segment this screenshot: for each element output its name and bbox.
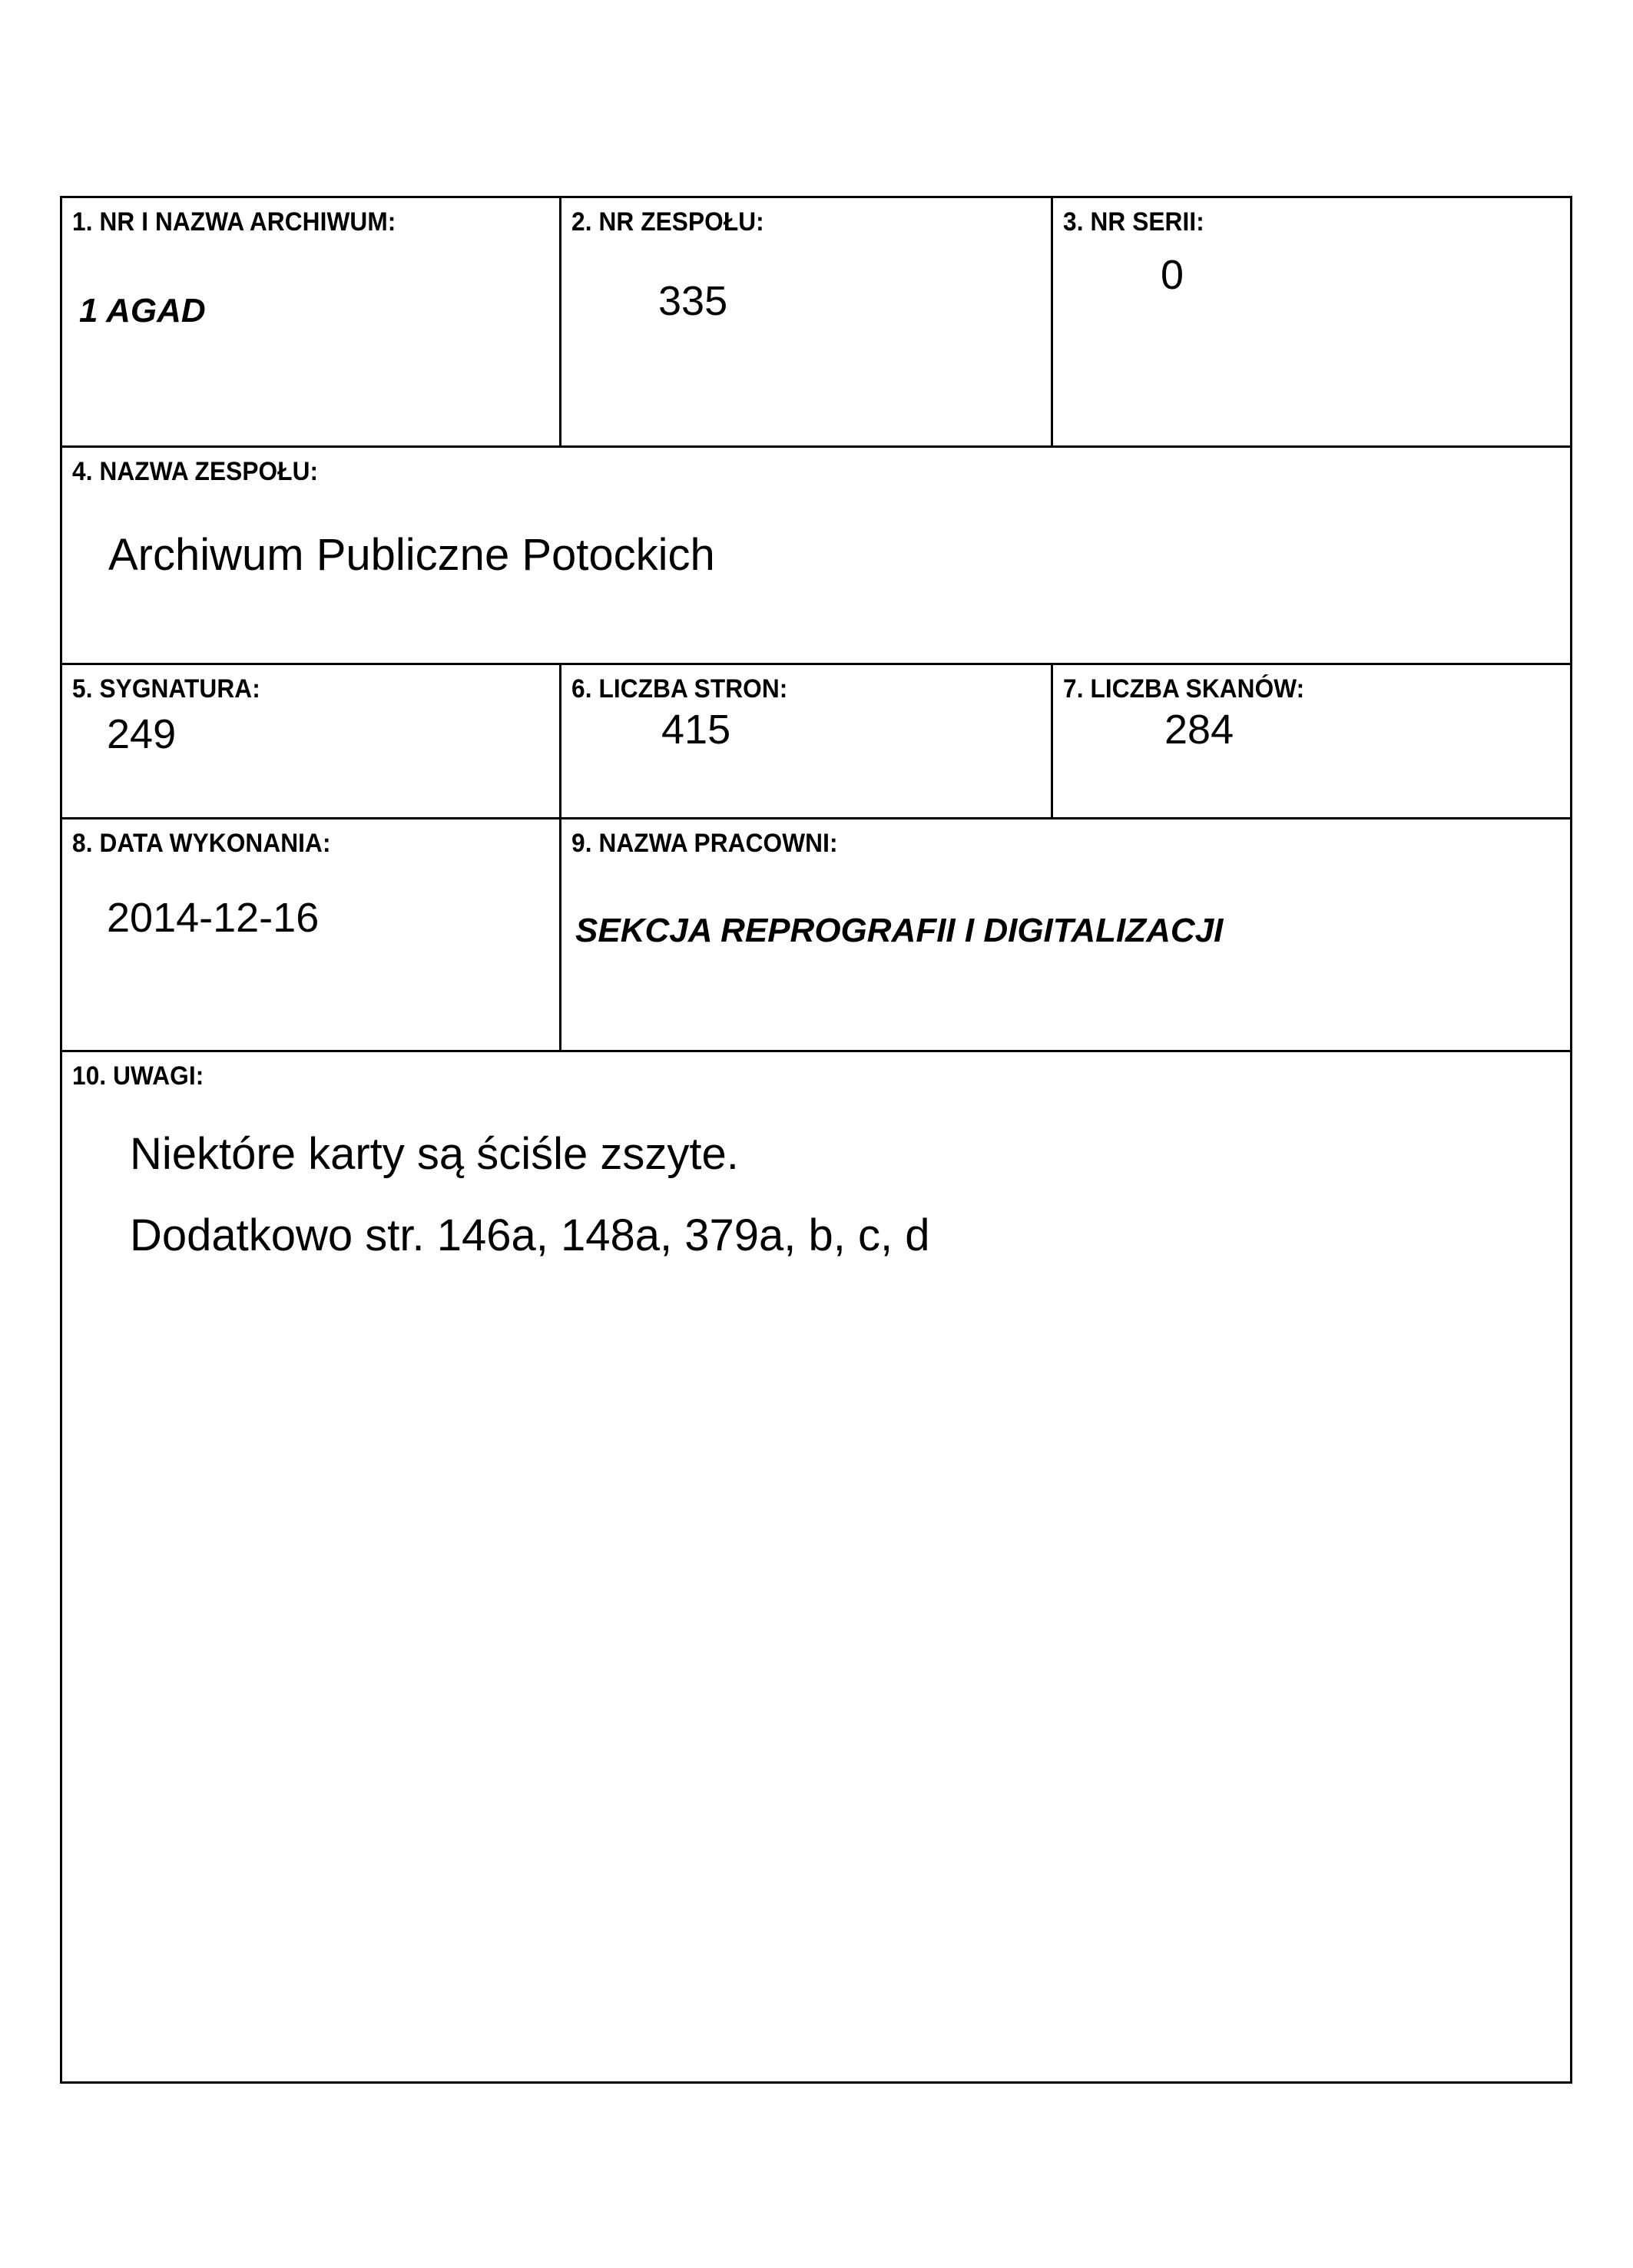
note-line: Dodatkowo str. 146a, 148a, 379a, b, c, d xyxy=(130,1210,930,1260)
fonds-name-label: 4. NAZWA ZESPOŁU: xyxy=(72,457,319,486)
scans-count-label: 7. LICZBA SKANÓW: xyxy=(1063,674,1305,704)
cell-pages-count xyxy=(561,664,1052,819)
execution-date-label: 8. DATA WYKONANIA: xyxy=(72,829,331,858)
cell-workshop-name xyxy=(561,819,1572,1051)
table-row xyxy=(61,447,1572,664)
cell-archive xyxy=(61,197,561,447)
pages-count-label: 6. LICZBA STRON: xyxy=(571,674,788,704)
cell-fonds-name xyxy=(61,447,1572,664)
pages-count-value: 415 xyxy=(661,707,731,753)
cell-series-number xyxy=(1052,197,1572,447)
fonds-number-value: 335 xyxy=(658,278,728,324)
notes-label: 10. UWAGI: xyxy=(72,1061,204,1091)
cell-execution-date xyxy=(61,819,561,1051)
fonds-name-value: Archiwum Publiczne Potockich xyxy=(108,530,715,580)
cell-signature xyxy=(61,664,561,819)
signature-value: 249 xyxy=(107,711,177,757)
workshop-name-value: SEKCJA REPROGRAFII I DIGITALIZACJI xyxy=(575,912,1224,949)
scans-count-value: 284 xyxy=(1164,707,1234,753)
fonds-number-label: 2. NR ZESPOŁU: xyxy=(571,207,764,237)
note-line: Niektóre karty są ściśle zszyte. xyxy=(130,1129,739,1179)
digitization-form-table xyxy=(60,196,1572,2084)
archive-label: 1. NR I NAZWA ARCHIWUM: xyxy=(72,207,396,237)
archive-value: 1 AGAD xyxy=(79,292,206,329)
table-row xyxy=(61,197,1572,447)
execution-date-value: 2014-12-16 xyxy=(107,895,320,941)
cell-fonds-number xyxy=(561,197,1052,447)
table-row xyxy=(61,1051,1572,2083)
signature-label: 5. SYGNATURA: xyxy=(72,674,260,704)
table-row xyxy=(61,664,1572,819)
notes-body xyxy=(62,1089,1570,1258)
cell-notes xyxy=(61,1051,1572,2083)
workshop-name-label: 9. NAZWA PRACOWNI: xyxy=(571,829,838,858)
series-number-value: 0 xyxy=(1161,252,1184,298)
table-row xyxy=(61,819,1572,1051)
cell-scans-count xyxy=(1052,664,1572,819)
series-number-label: 3. NR SERII: xyxy=(1063,207,1204,237)
